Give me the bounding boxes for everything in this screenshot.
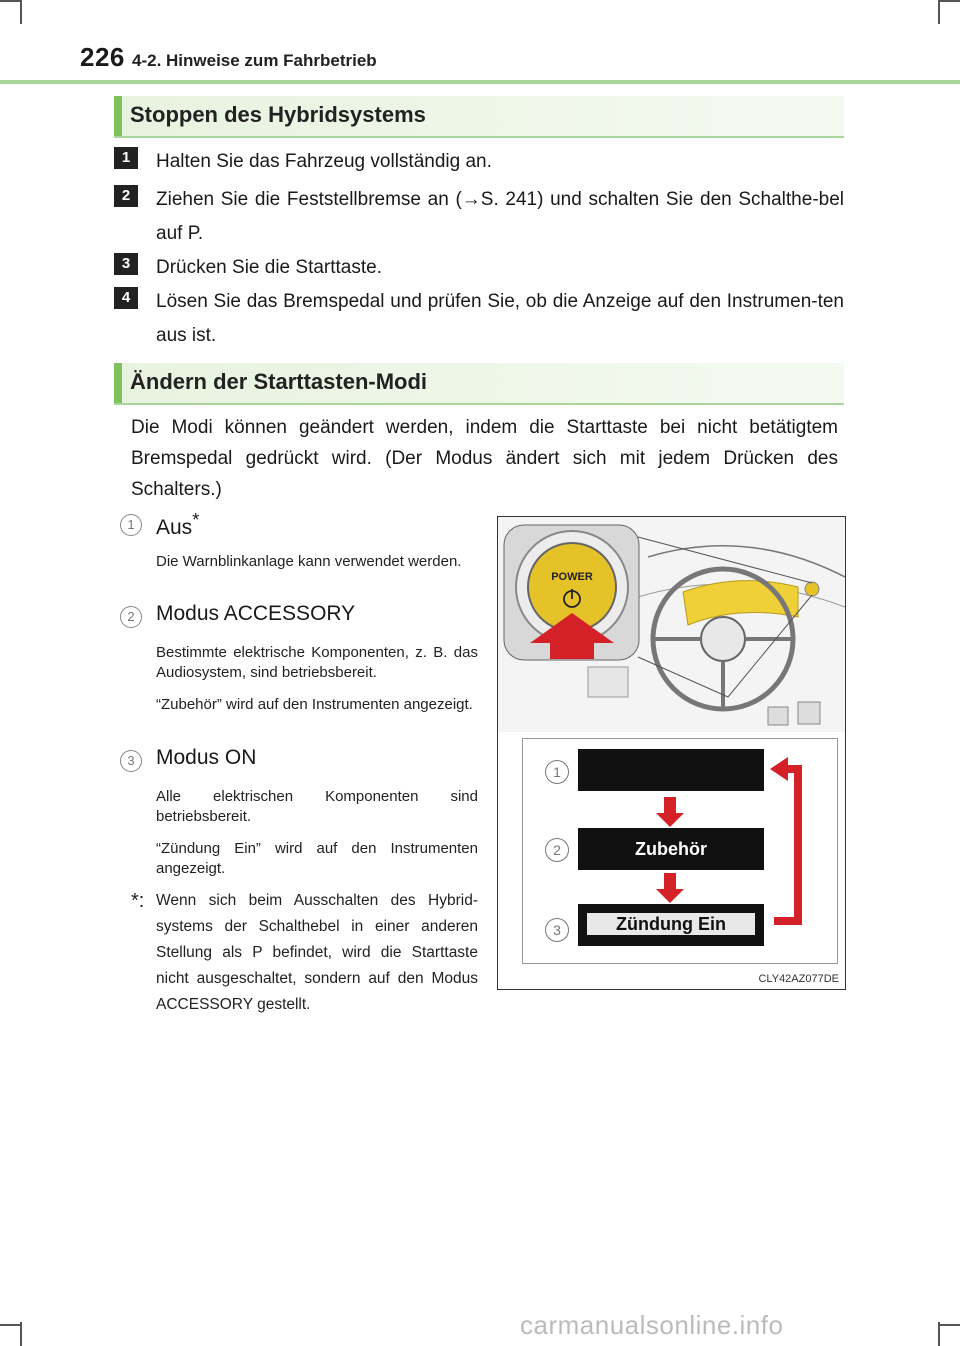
crop-mark [938,1322,940,1346]
crop-mark [0,1324,22,1326]
step-item [114,183,844,251]
sequence-number: 2 [545,838,569,862]
mode-description: Die Warnblinkanlage kann verwendet werden. [156,553,462,570]
mode-title: Aus [156,516,193,539]
footnote [131,888,478,1018]
step-text: Ziehen Sie die Feststellbremse an (→S. 241) und schalten Sie den Schalthe-bel auf P. [156,189,844,244]
section-heading-modes [114,363,844,405]
intro-paragraph: Die Modi können geändert werden, indem die Starttaste bei nicht betätigtem Bremspedal gedrückt wird. (Der Modus ändert sich mit jedem Drücken des Schalters.) [131,417,838,500]
sequence-number: 1 [545,760,569,784]
arrow-down-icon [656,797,684,827]
sequence-arrows [498,517,845,989]
footnote-mark: *: [131,890,145,912]
step-number: 4 [114,287,138,309]
mode-item-off [120,510,478,540]
section-heading-stop [114,96,844,138]
display-accessory: Zubehör [578,828,764,870]
crop-mark [938,0,940,24]
step-number: 3 [114,253,138,275]
return-arrowhead-icon [770,757,788,781]
arrow-down-icon [656,873,684,903]
step-item [114,145,844,179]
mode-description: “Zubehör” wird auf den Instrumenten angezeigt. [156,696,473,713]
mode-number: 3 [120,750,142,772]
return-arrow-icon [774,769,798,921]
mode-item-on [120,746,478,770]
mode-description: “Zündung Ein” wird auf den Instrumenten angezeigt. [156,840,478,877]
step-number: 2 [114,185,138,207]
crop-mark [938,0,960,2]
crop-mark [0,0,22,2]
mode-title: Modus ON [156,746,257,769]
mode-item-accessory [120,602,478,626]
display-ignition: Zündung Ein [587,913,755,935]
crop-mark [938,1324,960,1326]
section-title: Ändern der Starttasten-Modi [130,369,428,394]
mode-title: Modus ACCESSORY [156,602,356,625]
figure-code: CLY42AZ077DE [758,973,839,985]
crop-mark [20,1322,22,1346]
section-title: Stoppen des Hybridsystems [130,102,426,127]
mode-number: 2 [120,606,142,628]
header-rule [0,80,960,84]
page-number: 226 [80,42,125,72]
crop-mark [20,0,22,24]
figure-power-modes [497,516,846,990]
heading-bar [114,96,122,136]
watermark: carmanualsonline.info [520,1310,784,1340]
step-item [114,251,844,285]
sequence-number: 3 [545,918,569,942]
step-number: 1 [114,147,138,169]
step-text: Halten Sie das Fahrzeug vollständig an. [156,151,492,172]
step-text: Lösen Sie das Bremspedal und prüfen Sie, ob die Anzeige auf den Instrumen-ten aus ist. [156,291,844,346]
mode-number: 1 [120,514,142,536]
footnote-text: Wenn sich beim Ausschalten des Hybrid-systems der Schalthebel in einer anderen Stellung als P befindet, wird die Starttaste nicht ausgeschaltet, sondern auf den Modus ACCESSORY gestellt. [156,892,478,1013]
footnote-marker: * [192,510,200,530]
mode-description: Alle elektrischen Komponenten sind betriebsbereit. [156,788,478,825]
heading-bar [114,363,122,403]
chapter-title: 4-2. Hinweise zum Fahrbetrieb [132,51,377,70]
mode-description: Bestimmte elektrische Komponenten, z. B. das Audiosystem, sind betriebsbereit. [156,644,478,681]
step-item [114,285,844,353]
step-text: Drücken Sie die Starttaste. [156,257,382,278]
power-button-label: POWER [551,571,593,583]
